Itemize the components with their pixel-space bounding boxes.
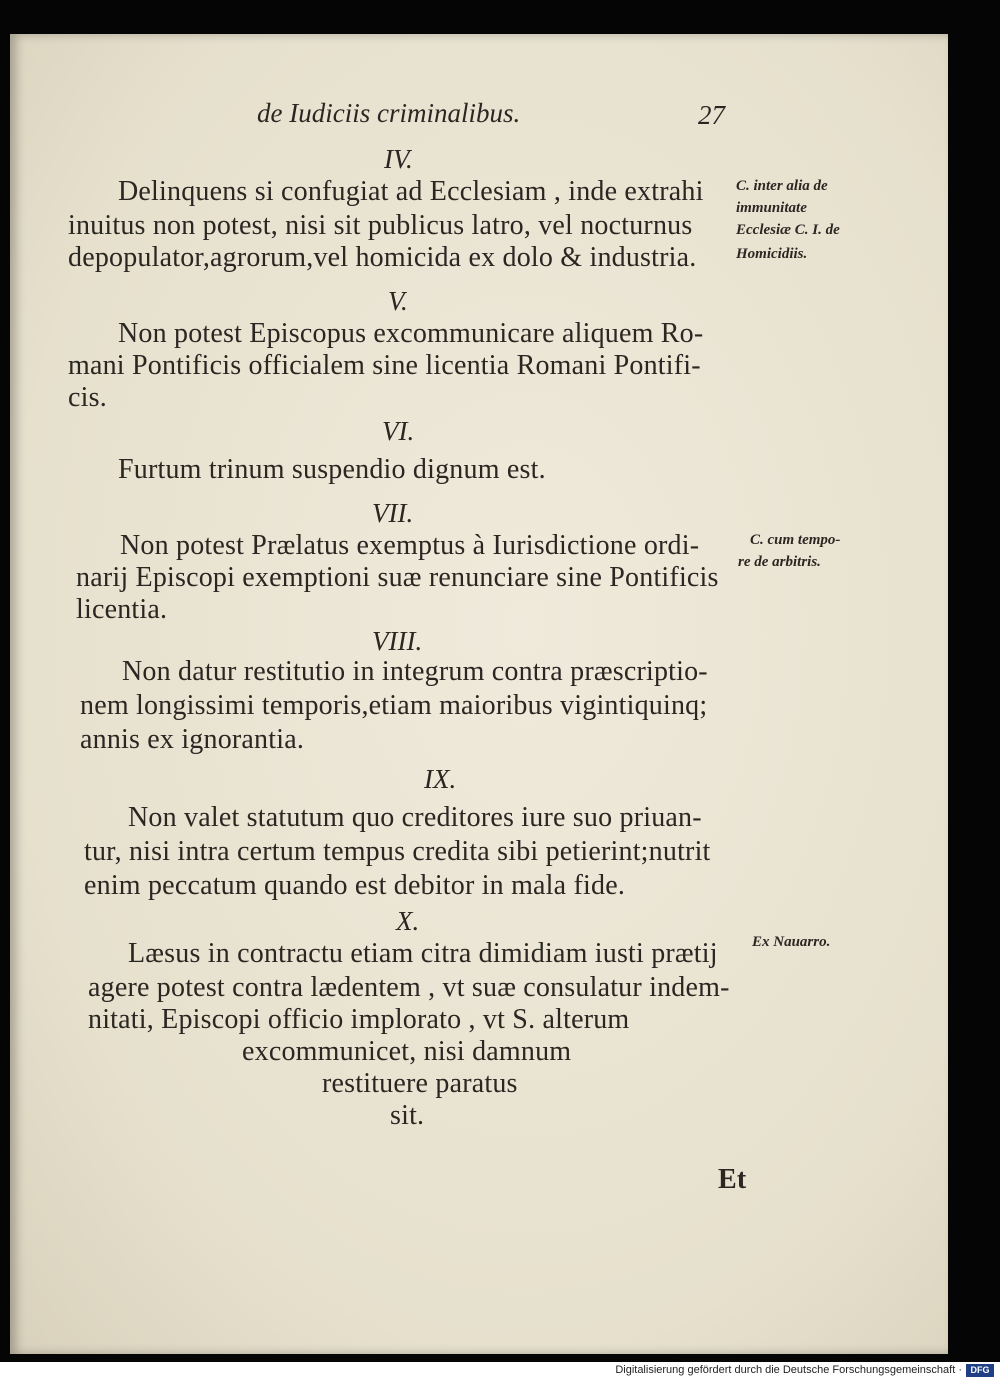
text-line: Non valet statutum quo creditores iure suo priuan- (128, 802, 702, 833)
page-number: 27 (698, 100, 725, 130)
marginal-note: Ex Nauarro. (752, 934, 831, 950)
text-line: depopulator,agrorum,vel homicida ex dolo & industria. (68, 242, 697, 273)
marginal-note: Ecclesiæ C. I. de (736, 222, 840, 238)
dfg-logo[interactable]: DFG (966, 1364, 994, 1377)
section-numeral-vii: VII. (372, 498, 414, 528)
footer-credit: Digitalisierung gefördert durch die Deutsche Forschungsgemeinschaft · (615, 1364, 962, 1376)
text-line: excommunicet, nisi damnum (242, 1036, 572, 1067)
text-line: nitati, Episcopi officio implorato , vt S. alterum (88, 1004, 630, 1035)
section-numeral-iv: IV. (384, 144, 413, 174)
book-page (10, 34, 948, 1354)
text-line: Furtum trinum suspendio dignum est. (118, 454, 546, 485)
text-line: Non datur restitutio in integrum contra præscriptio- (122, 656, 708, 687)
marginal-note: immunitate (736, 200, 807, 216)
running-title: de Iudiciis criminalibus. (257, 98, 521, 128)
section-numeral-x: X. (396, 906, 420, 936)
text-line: Delinquens si confugiat ad Ecclesiam , inde extrahi (118, 176, 704, 207)
section-numeral-v: V. (388, 286, 408, 316)
marginal-note: C. cum tempo- (750, 532, 841, 548)
text-line: mani Pontificis officialem sine licentia Romani Pontifi- (68, 350, 701, 381)
text-line: annis ex ignorantia. (80, 724, 305, 755)
section-numeral-viii: VIII. (372, 626, 423, 656)
marginal-note: Homicidiis. (736, 246, 808, 262)
text-line: restituere paratus (322, 1068, 518, 1099)
marginal-note: re de arbitris. (738, 554, 821, 570)
text-line: agere potest contra lædentem , vt suæ consulatur indem- (88, 972, 730, 1003)
section-numeral-ix: IX. (424, 764, 457, 794)
text-line: narij Episcopi exemptioni suæ renunciare sine Pontificis (76, 562, 719, 593)
marginal-note: C. inter alia de (736, 178, 828, 194)
text-line: Læsus in contractu etiam citra dimidiam iusti prætij (128, 938, 718, 969)
text-line: sit. (390, 1100, 425, 1131)
text-line: enim peccatum quando est debitor in mala fide. (84, 870, 626, 901)
text-line: tur, nisi intra certum tempus credita sibi petierint;nutrit (84, 836, 711, 867)
catchword: Et (718, 1164, 747, 1195)
text-line: licentia. (76, 594, 168, 625)
text-line: Non potest Prælatus exemptus à Iurisdictione ordi- (120, 530, 700, 561)
text-line: inuitus non potest, nisi sit publicus latro, vel nocturnus (68, 210, 693, 241)
text-line: nem longissimi temporis,etiam maioribus vigintiquinq; (80, 690, 708, 721)
text-line: cis. (68, 382, 107, 413)
section-numeral-vi: VI. (382, 416, 415, 446)
text-line: Non potest Episcopus excommunicare aliquem Ro- (118, 318, 704, 349)
